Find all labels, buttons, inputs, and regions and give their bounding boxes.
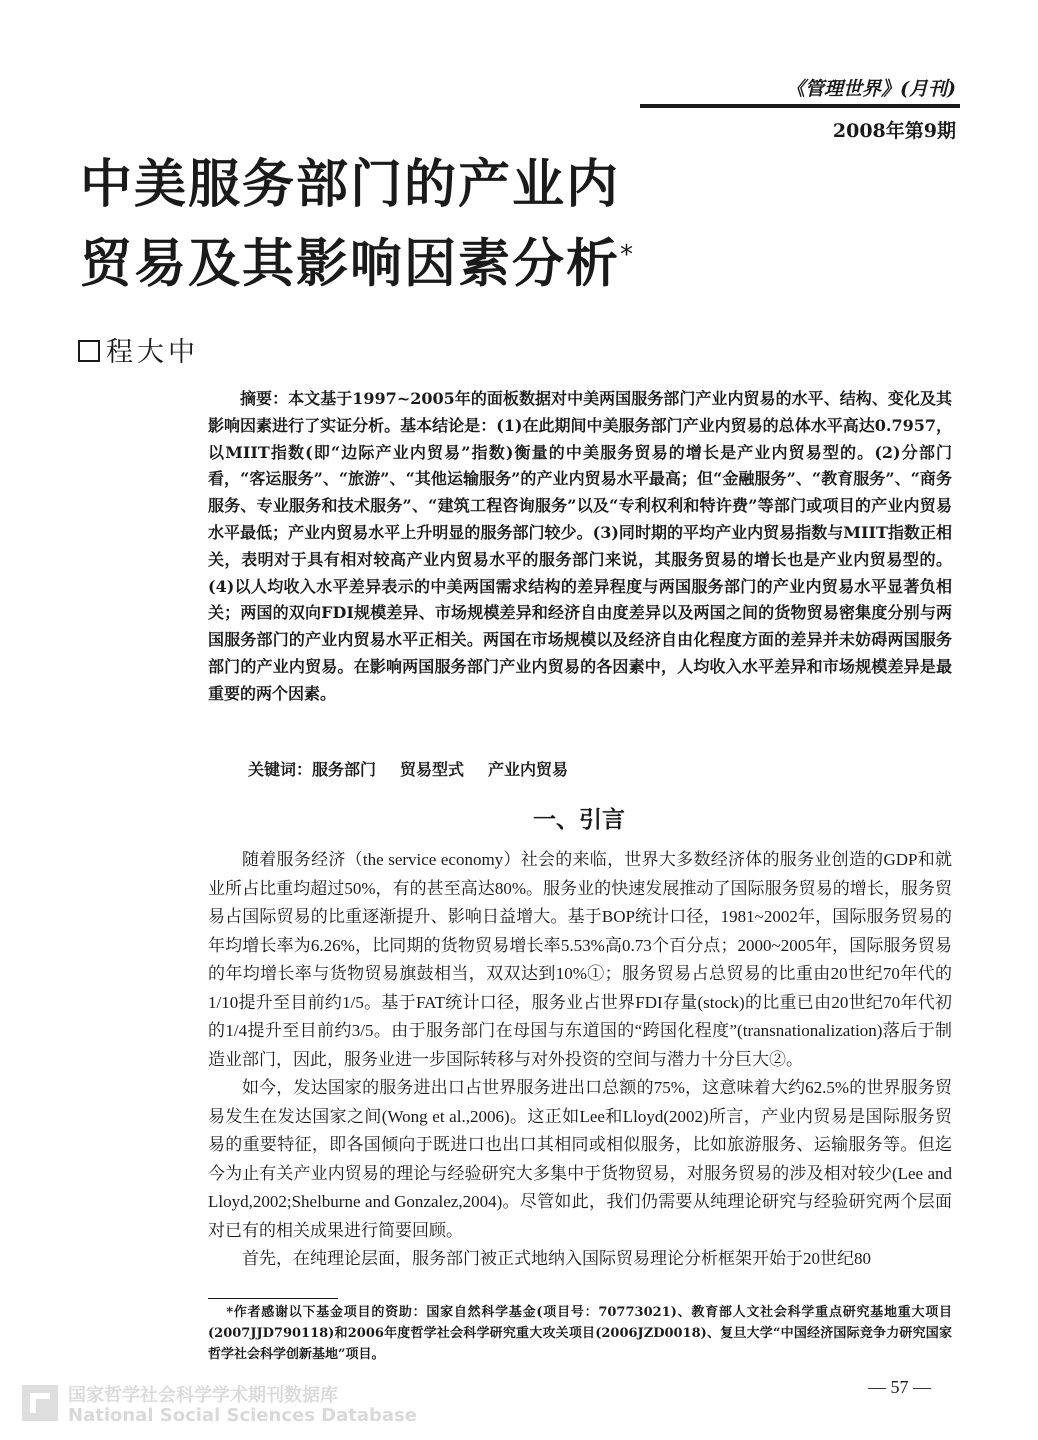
title-footnote-marker: *	[620, 240, 636, 270]
footnote-rule	[208, 1298, 338, 1299]
database-watermark	[20, 1381, 420, 1433]
paragraph: 首先，在纯理论层面，服务部门被正式地纳入国际贸易理论分析框架开始于20世纪80	[242, 1249, 871, 1268]
author-line	[78, 330, 199, 369]
header-rule	[640, 104, 960, 108]
watermark-cn: 国家哲学社会科学学术期刊数据库	[68, 1385, 338, 1406]
body-text	[208, 846, 952, 1274]
page-number: — 57 —	[868, 1377, 931, 1397]
watermark-en: National Social Sciences Database	[68, 1405, 417, 1426]
keyword-item: 贸易型式	[400, 760, 465, 779]
footnote: *作者感谢以下基金项目的资助：国家自然科学基金(项目号：70773021)、教育部人文社会科学重点研究基地重大项目(2007JJD790118)和2006年度哲学社会科学研究重大攻关项目(2006JZD0018)、复旦大学“中国经济国际竞争力研究国家哲学社会科学创新基地”项目。	[208, 1305, 952, 1362]
paragraph: 随着服务经济（the service economy）社会的来临，世界大多数经济体的服务业创造的GDP和就业所占比重均超过50%，有的甚至高达80%。服务业的快速发展推动了国际服务贸易的增长，服务贸易占国际贸易的比重逐渐提升、影响日益增大。基于BOP统计口径，1981~2002年，国际服务贸易的年均增长率为6.26%，比同期的货物贸易增长率5.53%高0.73个百分点；2000~2005年，国际服务贸易的年均增长率与货物贸易旗鼓相当，双双达到10%①；服务贸易占总贸易的比重由20世纪70年代的1/10提升至目前约1/5。基于FAT统计口径，服务业占世界FDI存量(stock)的比重已由20世纪70年代初的1/4提升至目前约3/5。由于服务部门在母国与东道国的“跨国化程度”(transnationalization)落后于制造业部门，因此，服务业进一步国际转移与对外投资的空间与潜力十分巨大②。	[208, 850, 952, 1069]
abstract	[208, 386, 952, 708]
keywords	[248, 757, 592, 780]
abstract-label: 摘要：	[240, 389, 289, 408]
abstract-text: 本文基于1997~2005年的面板数据对中美两国服务部门产业内贸易的水平、结构、变化及其影响因素进行了实证分析。基本结论是：(1)在此期间中美服务部门产业内贸易的总体水平高达0.7957，以MIIT指数(即“边际产业内贸易”指数)衡量的中美服务贸易的增长是产业内贸易型的。(2)分部门看，“客运服务”、“旅游”、“其他运输服务”的产业内贸易水平最高；但“金融服务”、“教育服务”、“商务服务、专业服务和技术服务”、“建筑工程咨询服务”以及“专利权利和特许费”等部门或项目的产业内贸易水平最低；产业内贸易水平上升明显的服务部门较少。(3)同时期的平均产业内贸易指数与MIIT指数正相关，表明对于具有相对较高产业内贸易水平的服务部门来说，其服务贸易的增长也是产业内贸易型的。(4)以人均收入水平差异表示的中美两国需求结构的差异程度与两国服务部门的产业内贸易水平显著负相关；两国的双向FDI规模差异、市场规模差异和经济自由度差异以及两国之间的货物贸易密集度分别与两国服务部门的产业内贸易水平正相关。两国在市场规模以及经济自由化程度方面的差异并未妨碍两国服务部门的产业内贸易。在影响两国服务部门产业内贸易的各因素中，人均收入水平差异和市场规模差异是最重要的两个因素。	[208, 389, 952, 703]
section-heading: 一、引言	[533, 807, 625, 833]
title-line-1: 中美服务部门的产业内	[80, 155, 621, 215]
author-name: 程大中	[106, 337, 199, 368]
author-box-icon	[78, 340, 100, 362]
keyword-item: 服务部门	[312, 760, 377, 779]
database-logo-icon	[20, 1383, 60, 1423]
title-line-2-text: 贸易及其影响因素分析	[80, 234, 621, 295]
paragraph: 如今，发达国家的服务进出口占世界服务进出口总额的75%，这意味着大约62.5%的世界服务贸易发生在发达国家之间(Wong et al.,2006)。这正如Lee和Lloyd(2002)所言，产业内贸易是国际服务贸易的重要特征，即各国倾向于既进口也出口其相同或相似服务，比如旅游服务、运输服务等。但迄今为止有关产业内贸易的理论与经验研究大多集中于货物贸易，对服务贸易的涉及相对较少(Lee and Lloyd,2002;Shelburne and Gonzalez,2004)。尽管如此，我们仍需要从纯理论研究与经验研究两个层面对已有的相关成果进行简要回顾。	[208, 1078, 952, 1240]
journal-name: 《管理世界》(月刊)	[786, 78, 956, 100]
keywords-label: 关键词：	[248, 760, 313, 779]
article-title	[80, 150, 780, 299]
keyword-item: 产业内贸易	[488, 760, 569, 779]
issue-label: 2008年第9期	[832, 120, 956, 142]
title-line-2	[80, 220, 780, 299]
